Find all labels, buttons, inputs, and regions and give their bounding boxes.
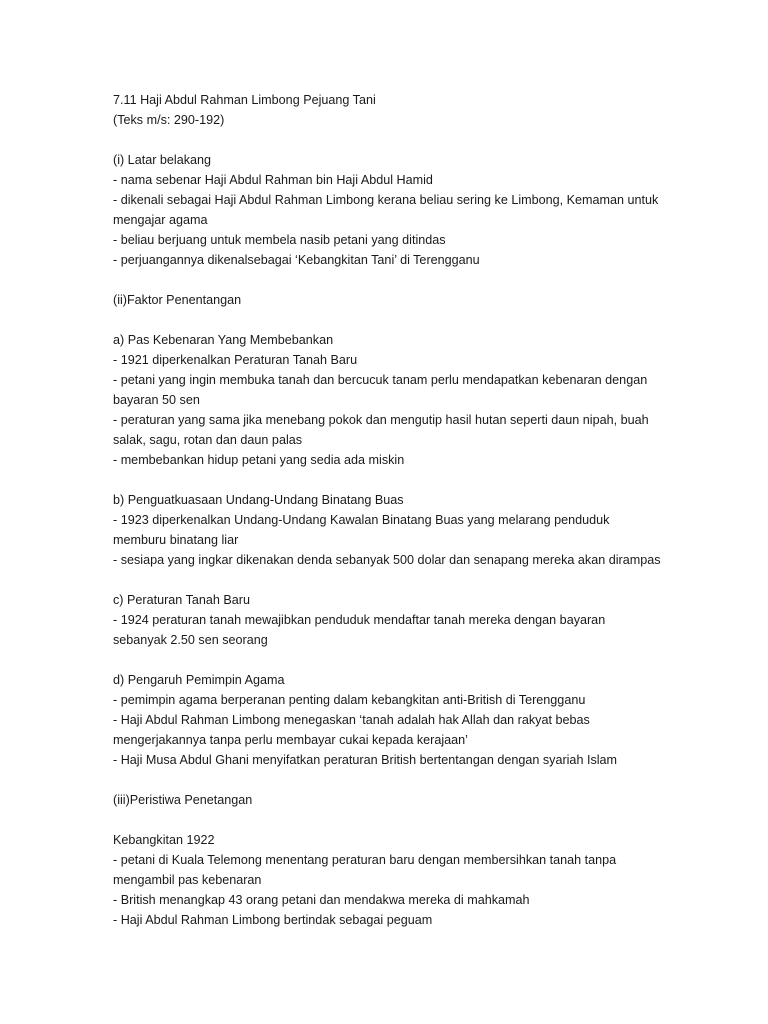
text-line: sebanyak 2.50 sen seorang xyxy=(113,633,268,647)
subsection-heading-d: d) Pengaruh Pemimpin Agama xyxy=(113,673,285,687)
text-line: salak, sagu, rotan dan daun palas xyxy=(113,433,303,447)
subsection-heading-b: b) Penguatkuasaan Undang-Undang Binatang Buas xyxy=(113,493,404,507)
text-line: mengerjakannya tanpa perlu membayar cukai kepada kerajaan’ xyxy=(113,733,468,747)
text-line: mengambil pas kebenaran xyxy=(113,873,262,887)
text-line: - petani yang ingin membuka tanah dan bercucuk tanam perlu mendapatkan kebenaran dengan xyxy=(113,373,648,387)
spacer xyxy=(113,270,668,290)
spacer xyxy=(113,810,668,830)
text-line: - Haji Musa Abdul Ghani menyifatkan peraturan British bertentangan dengan syariah Islam xyxy=(113,753,618,767)
text-line: - peraturan yang sama jika menebang pokok dan mengutip hasil hutan seperti daun nipah, buah xyxy=(113,413,649,427)
text-line: - beliau berjuang untuk membela nasib petani yang ditindas xyxy=(113,233,446,247)
subsection-heading-c: c) Peraturan Tanah Baru xyxy=(113,593,250,607)
text-reference: (Teks m/s: 290-192) xyxy=(113,113,225,127)
subsection-heading-a: a) Pas Kebenaran Yang Membebankan xyxy=(113,333,334,347)
spacer xyxy=(113,650,668,670)
text-line: - perjuangannya dikenalsebagai ‘Kebangkitan Tani’ di Terengganu xyxy=(113,253,480,267)
text-line: bayaran 50 sen xyxy=(113,393,200,407)
text-line: - Haji Abdul Rahman Limbong menegaskan ‘tanah adalah hak Allah dan rakyat bebas xyxy=(113,713,590,727)
text-line: - sesiapa yang ingkar dikenakan denda sebanyak 500 dolar dan senapang mereka akan dirampas xyxy=(113,553,661,567)
subsection-heading-kebangkitan-1922: Kebangkitan 1922 xyxy=(113,833,215,847)
section-heading-peristiwa-penetangan: (iii)Peristiwa Penetangan xyxy=(113,793,253,807)
document-title: 7.11 Haji Abdul Rahman Limbong Pejuang Tani xyxy=(113,93,376,107)
text-line: - 1921 diperkenalkan Peraturan Tanah Baru xyxy=(113,353,358,367)
section-heading-latar-belakang: (i) Latar belakang xyxy=(113,153,212,167)
spacer xyxy=(113,770,668,790)
text-line: mengajar agama xyxy=(113,213,208,227)
text-line: - pemimpin agama berperanan penting dalam kebangkitan anti-British di Terengganu xyxy=(113,693,586,707)
text-line: - 1924 peraturan tanah mewajibkan penduduk mendaftar tanah mereka dengan bayaran xyxy=(113,613,606,627)
text-line: - Haji Abdul Rahman Limbong bertindak sebagai peguam xyxy=(113,913,433,927)
spacer xyxy=(113,570,668,590)
text-line: - British menangkap 43 orang petani dan mendakwa mereka di mahkamah xyxy=(113,893,530,907)
text-line: - membebankan hidup petani yang sedia ada miskin xyxy=(113,453,405,467)
text-line: - petani di Kuala Telemong menentang peraturan baru dengan membersihkan tanah tanpa xyxy=(113,853,617,867)
section-heading-faktor-penentangan: (ii)Faktor Penentangan xyxy=(113,293,242,307)
text-line: - nama sebenar Haji Abdul Rahman bin Haji Abdul Hamid xyxy=(113,173,433,187)
text-line: - dikenali sebagai Haji Abdul Rahman Limbong kerana beliau sering ke Limbong, Kemaman untuk xyxy=(113,193,659,207)
text-line: memburu binatang liar xyxy=(113,533,239,547)
spacer xyxy=(113,130,668,150)
spacer xyxy=(113,470,668,490)
spacer xyxy=(113,310,668,330)
text-line: - 1923 diperkenalkan Undang-Undang Kawalan Binatang Buas yang melarang penduduk xyxy=(113,513,610,527)
